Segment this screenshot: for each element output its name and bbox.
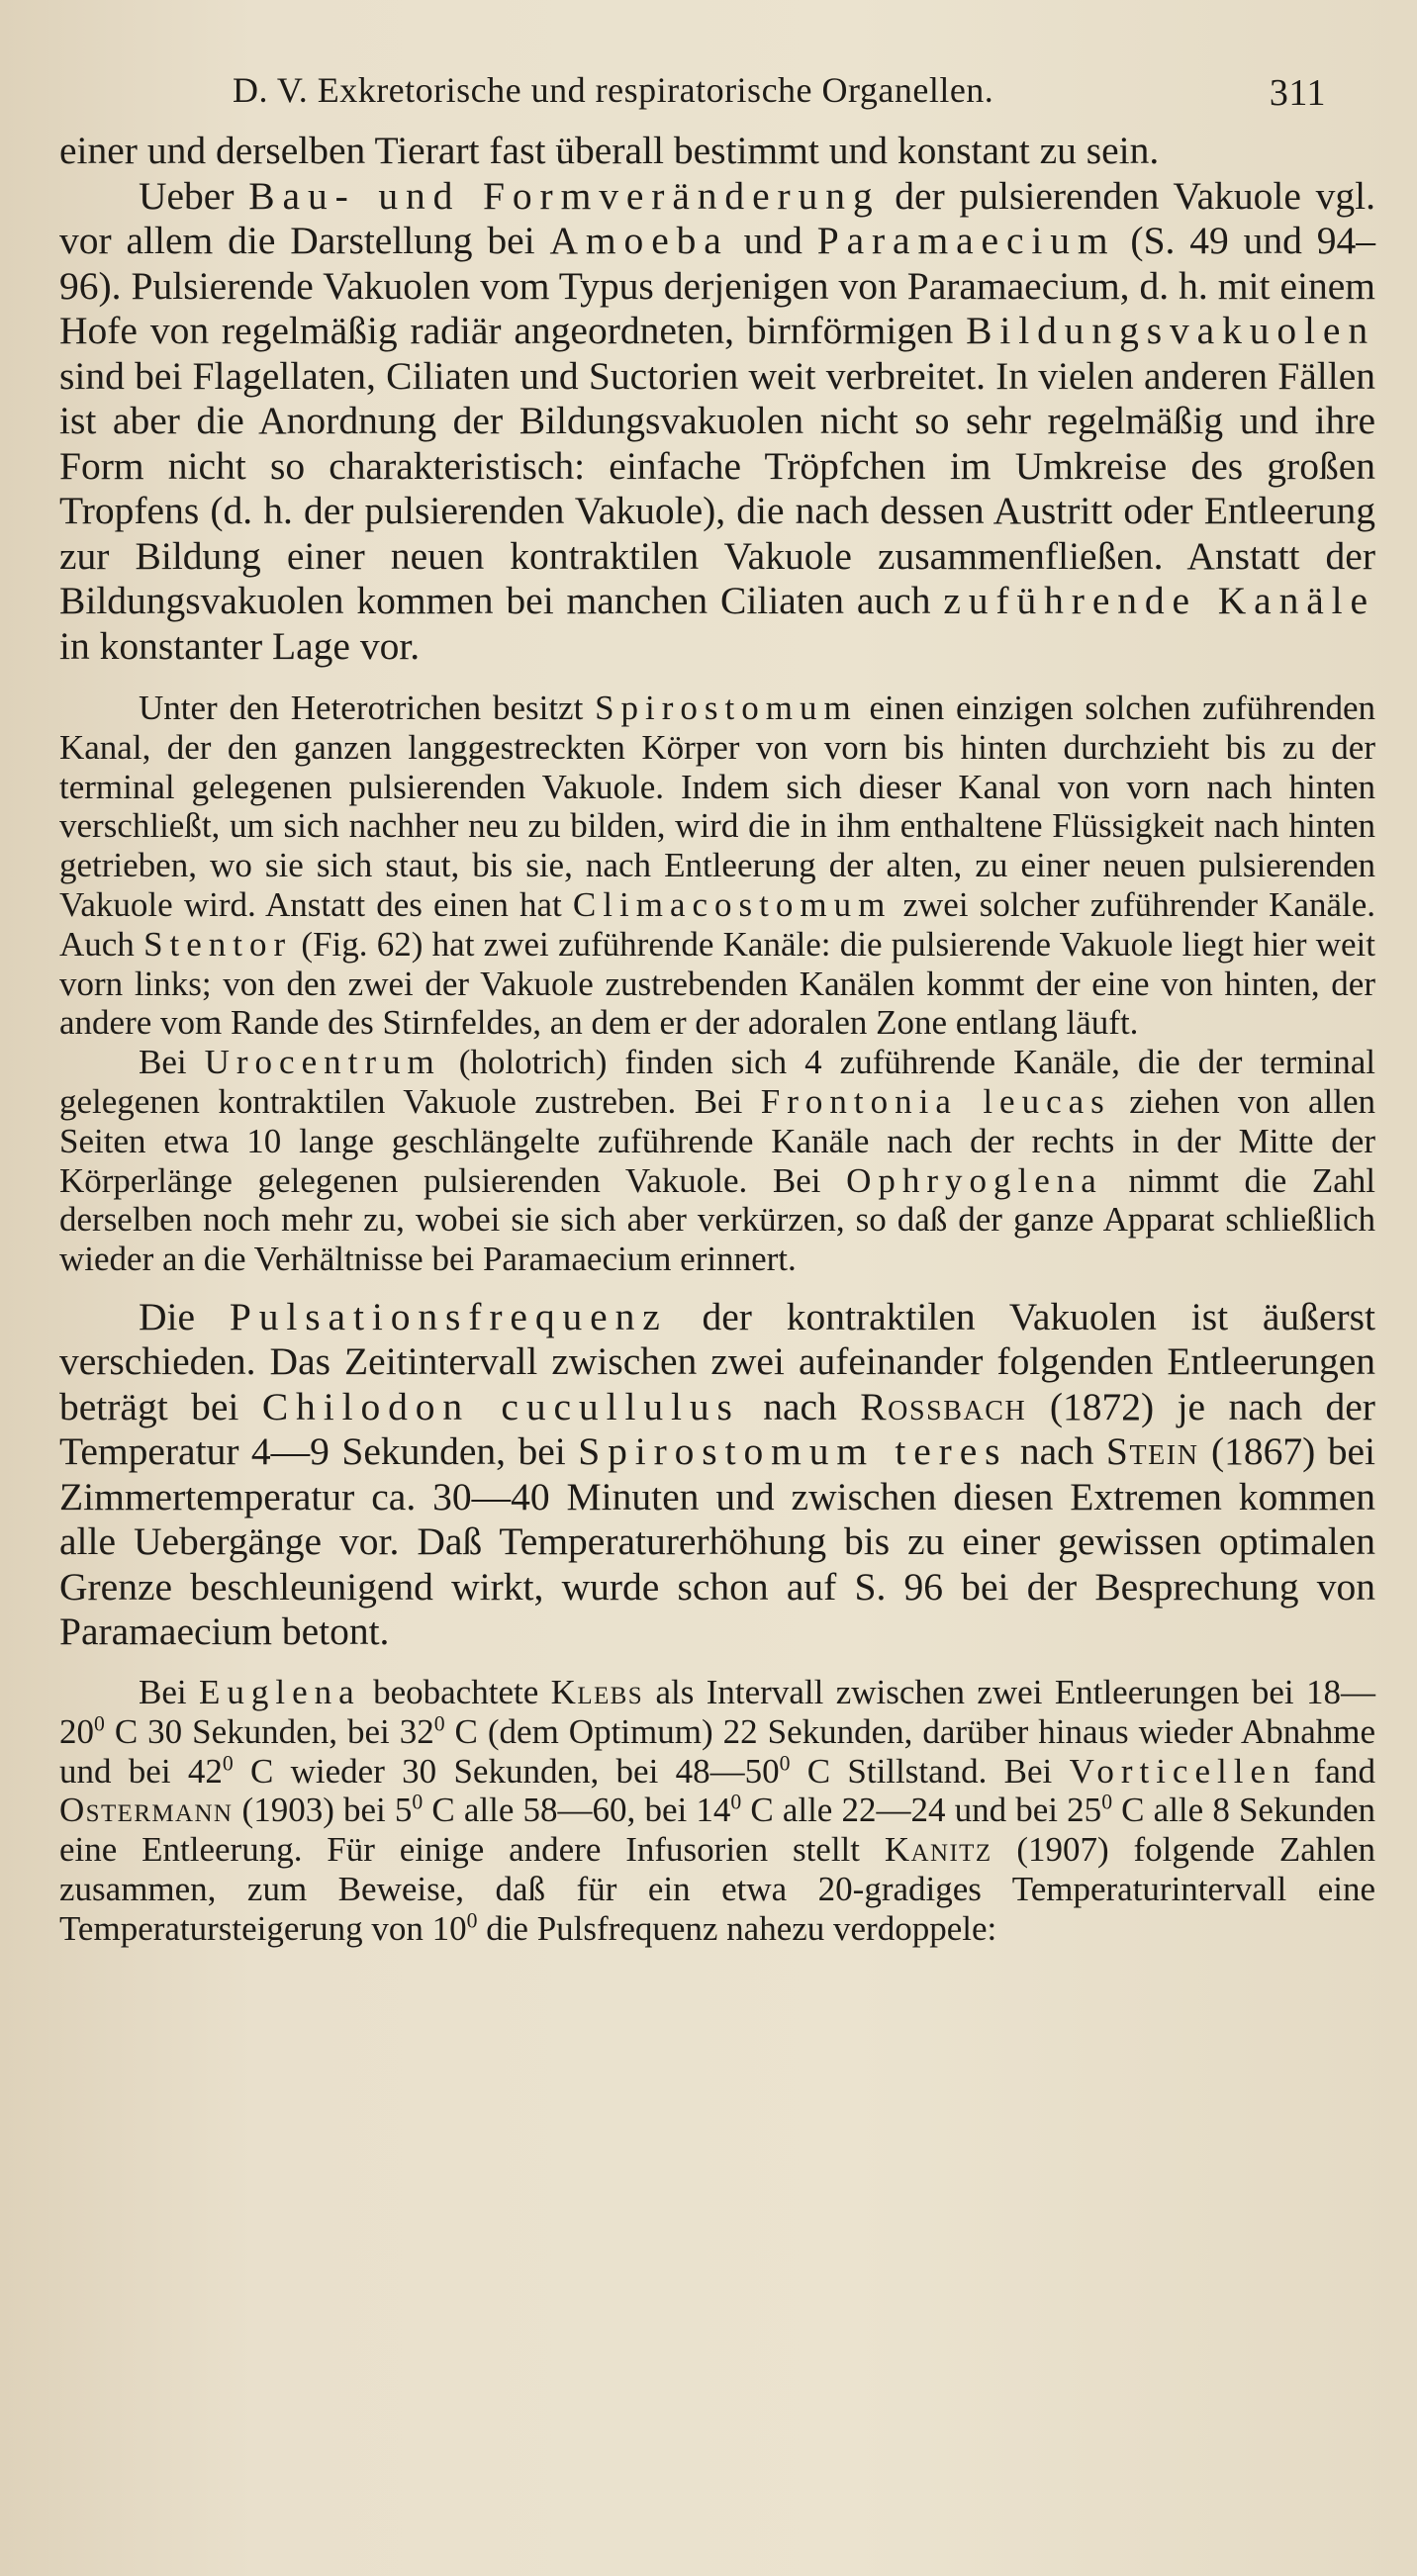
paragraph-heterotrichen — [59, 689, 1375, 1043]
degree-mark: 0 — [779, 1750, 791, 1775]
spaced-term: Amoeba — [549, 219, 729, 262]
text-run: (1867) bei Zimmertemperatur ca. 30—40 Minuten und zwischen diesen Extremen kommen alle Uebergänge vor. Daß Temperaturerhöhung bis zu einer gewissen optimalen Grenze beschleunigend wirkt, wurde schon auf S. 96 bei der Besprechung von Paramaecium betont. — [59, 1429, 1375, 1654]
spaced-term: Bau- und Formveränderung — [248, 173, 881, 218]
paragraph-continuation — [59, 129, 1375, 174]
running-title: D. V. Exkretorische und respiratorische Organellen. — [233, 70, 994, 110]
spaced-term: Stentor — [143, 924, 293, 964]
text-run: (1903) bei 5 — [233, 1791, 413, 1830]
degree-mark: 0 — [466, 1908, 478, 1933]
spaced-term: Chilodon cucullulus — [261, 1384, 740, 1428]
text-run: (S. 49 und 94–96). Pulsierende Vakuolen vom Typus derjenigen von Paramaecium, d. h. mit einem Hofe von regelmäßig radiär angeordneten, birnförmigen — [59, 219, 1376, 352]
text-run: nimmt die Zahl derselben noch mehr zu, wobei sie sich aber verkürzen, so daß der ganze Apparat schließlich wieder an die Verhältnisse bei Paramaecium erinnert. — [59, 1160, 1375, 1279]
spaced-term: Urocentrum — [204, 1043, 441, 1082]
author-name: Ostermann — [59, 1791, 234, 1830]
page-number: 311 — [1269, 72, 1326, 114]
text-run: in konstanter Lage vor. — [59, 623, 421, 668]
text-run: (1872) je nach der Temperatur 4—9 Sekunden, bei — [59, 1384, 1375, 1474]
text-run: C alle 8 Sekunden eine Entleerung. Für einige andere Infusorien stellt — [59, 1791, 1376, 1870]
text-run: C 30 Sekunden, bei 32 — [104, 1711, 434, 1751]
text-run: ziehen von allen Seiten etwa 10 lange geschlängelte zuführende Kanäle nach der rechts in der Mitte der Körperlänge gelegenen pulsierenden Vakuole. Bei — [59, 1081, 1375, 1200]
degree-mark: 0 — [433, 1711, 445, 1736]
text-run: Ueber — [139, 173, 249, 218]
author-name: Stein — [1105, 1429, 1199, 1474]
paragraph-pulsationsfrequenz — [59, 1295, 1375, 1655]
author-name: Kanitz — [884, 1830, 992, 1870]
text-run: (holotrich) finden sich 4 zuführende Kanäle, die der terminal gelegenen kontraktilen Vakuole zustreben. Bei — [59, 1043, 1375, 1121]
text-run: Bei — [139, 1672, 200, 1711]
text-run: Bei — [139, 1043, 205, 1082]
text-run: beobachtete — [360, 1672, 551, 1711]
text-run: zwei solcher zuführender Kanäle. Auch — [59, 884, 1375, 964]
spaced-term: Climacostomum — [572, 884, 893, 924]
text-run: C wieder 30 Sekunden, bei 48—50 — [233, 1751, 780, 1791]
text-run: und — [728, 219, 817, 262]
text-run: nach — [1007, 1429, 1106, 1474]
paragraph-euglena — [59, 1673, 1375, 1949]
text-run: der kontraktilen Vakuolen ist äußerst verschieden. Das Zeitintervall zwischen zwei aufeinander folgenden Entleerungen beträgt bei — [59, 1294, 1375, 1428]
text-run: einen einzigen solchen zuführenden Kanal, der den ganzen langgestreckten Körper von vorn bis hinten durchzieht bis zu der terminal gelegenen pulsierenden Vakuole. Indem sich dieser Kanal von vorn nach hinten verschließt, um sich nachher neu zu bilden, wird die in ihm enthaltene Flüssigkeit nach hinten getrieben, wo sie sich staut, bis sie, nach Entleerung der alten, zu einer neuen pulsierenden Vakuole wird. Anstatt des einen hat — [59, 689, 1375, 924]
degree-mark: 0 — [94, 1711, 105, 1736]
paragraph-bau-und-formveraenderung — [59, 174, 1375, 670]
spaced-term: Spirostomum — [595, 689, 858, 727]
text-run: nach — [739, 1384, 861, 1428]
spaced-term: Euglena — [199, 1672, 361, 1711]
text-run: (Fig. 62) hat zwei zuführende Kanäle: die pulsierende Vakuole liegt hier weit vorn links; von den zwei der Vakuole zustrebenden Kanälen kommt der eine von hinten, der andere vom Rande des Stirnfeldes, an dem er der adoralen Zone entlang läuft. — [59, 924, 1375, 1043]
text-run: sind bei Flagellaten, Ciliaten und Suctorien weit verbreitet. In vielen anderen Fällen ist aber die Anordnung der Bildungsvakuolen nicht so sehr regelmäßig und ihre Form nicht so charakteristisch: einfache Tröpfchen im Umkreise des großen Tropfens (d. h. der pulsierenden Vakuole), die nach dessen Austritt oder Entleerung zur Bildung einer neuen kontraktilen Vakuole zusammenfließen. Anstatt der Bildungsvakuolen kommen bei manchen Ciliaten auch — [59, 353, 1375, 622]
degree-mark: 0 — [1101, 1790, 1113, 1814]
degree-mark: 0 — [730, 1790, 742, 1814]
spaced-term: Bildungsvakuolen — [966, 309, 1375, 352]
paragraph-urocentrum — [59, 1043, 1375, 1279]
author-name: Klebs — [550, 1672, 644, 1711]
text-run: Die — [139, 1294, 230, 1338]
text-run: (1907) folgende Zahlen zusammen, zum Beweise, daß für ein etwa 20-gradiges Temperaturintervall eine Temperatursteigerung von 10 — [59, 1830, 1376, 1948]
text-run: fand — [1296, 1751, 1375, 1791]
degree-mark: 0 — [412, 1790, 424, 1814]
text-run: die Pulsfrequenz nahezu verdoppele: — [477, 1908, 997, 1948]
text-run: der pulsierenden Vakuole vgl. vor allem die Darstellung bei — [59, 173, 1376, 262]
text-run: C Stillstand. Bei — [790, 1751, 1070, 1791]
text-run: C (dem Optimum) 22 Sekunden, darüber hinaus wieder Abnahme und bei 42 — [59, 1711, 1376, 1791]
spaced-term: Pulsationsfrequenz — [229, 1294, 668, 1338]
text-run: C alle 22—24 und bei 25 — [741, 1791, 1102, 1830]
spaced-term: Spirostomum teres — [578, 1429, 1008, 1474]
text-run: Unter den Heterotrichen besitzt — [139, 689, 596, 727]
spaced-term: Frontonia leucas — [760, 1081, 1111, 1121]
text-run: einer und derselben Tierart fast überall bestimmt und konstant zu sein. — [59, 129, 1160, 172]
author-name: Rossbach — [860, 1384, 1027, 1428]
text-run: als Intervall zwischen zwei Entleerungen bei 18—20 — [59, 1672, 1375, 1751]
spaced-term: Vorticellen — [1069, 1751, 1297, 1791]
body-text — [59, 129, 1375, 1949]
spaced-term: zuführende Kanäle — [943, 579, 1375, 622]
degree-mark: 0 — [222, 1750, 234, 1775]
spaced-term: Ophryoglena — [846, 1160, 1103, 1200]
spaced-term: Paramaecium — [816, 219, 1116, 262]
text-run: C alle 58—60, bei 14 — [423, 1791, 731, 1830]
running-header — [59, 59, 1377, 129]
